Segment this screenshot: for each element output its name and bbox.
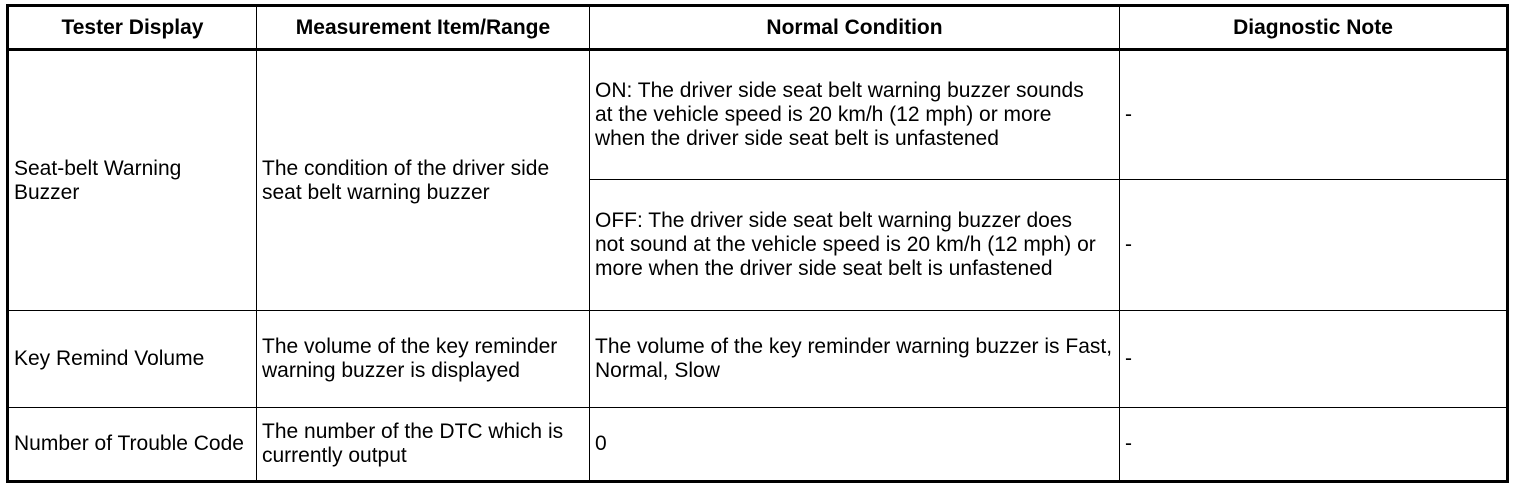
- data-list-table: [6, 4, 1509, 483]
- table-body: [8, 50, 1508, 482]
- cell-measurement-item: The condition of the driver side seat belt warning buzzer: [257, 50, 590, 311]
- cell-normal-condition: The volume of the key reminder warning buzzer is Fast, Normal, Slow: [590, 311, 1120, 408]
- cell-normal-condition: ON: The driver side seat belt warning buzzer sounds at the vehicle speed is 20 km/h (12 mph) or more when the driver side seat belt is unfastened: [590, 50, 1120, 180]
- cell-diagnostic-note: -: [1120, 50, 1508, 180]
- table-row: [8, 50, 1508, 180]
- cell-tester-display: Key Remind Volume: [8, 311, 257, 408]
- header-measurement-item: Measurement Item/Range: [257, 6, 590, 50]
- table-header: [8, 6, 1508, 50]
- table-row: [8, 311, 1508, 408]
- header-normal-condition: Normal Condition: [590, 6, 1120, 50]
- cell-diagnostic-note: -: [1120, 408, 1508, 482]
- cell-diagnostic-note: -: [1120, 311, 1508, 408]
- cell-normal-condition: OFF: The driver side seat belt warning buzzer does not sound at the vehicle speed is 20 km/h (12 mph) or more when the driver side seat belt is unfastened: [590, 180, 1120, 311]
- cell-measurement-item: The number of the DTC which is currently output: [257, 408, 590, 482]
- cell-tester-display: Number of Trouble Code: [8, 408, 257, 482]
- table-row: [8, 408, 1508, 482]
- header-tester-display: Tester Display: [8, 6, 257, 50]
- header-row: [8, 6, 1508, 50]
- header-diagnostic-note: Diagnostic Note: [1120, 6, 1508, 50]
- cell-tester-display: Seat-belt Warning Buzzer: [8, 50, 257, 311]
- cell-diagnostic-note: -: [1120, 180, 1508, 311]
- cell-measurement-item: The volume of the key reminder warning buzzer is displayed: [257, 311, 590, 408]
- cell-normal-condition: 0: [590, 408, 1120, 482]
